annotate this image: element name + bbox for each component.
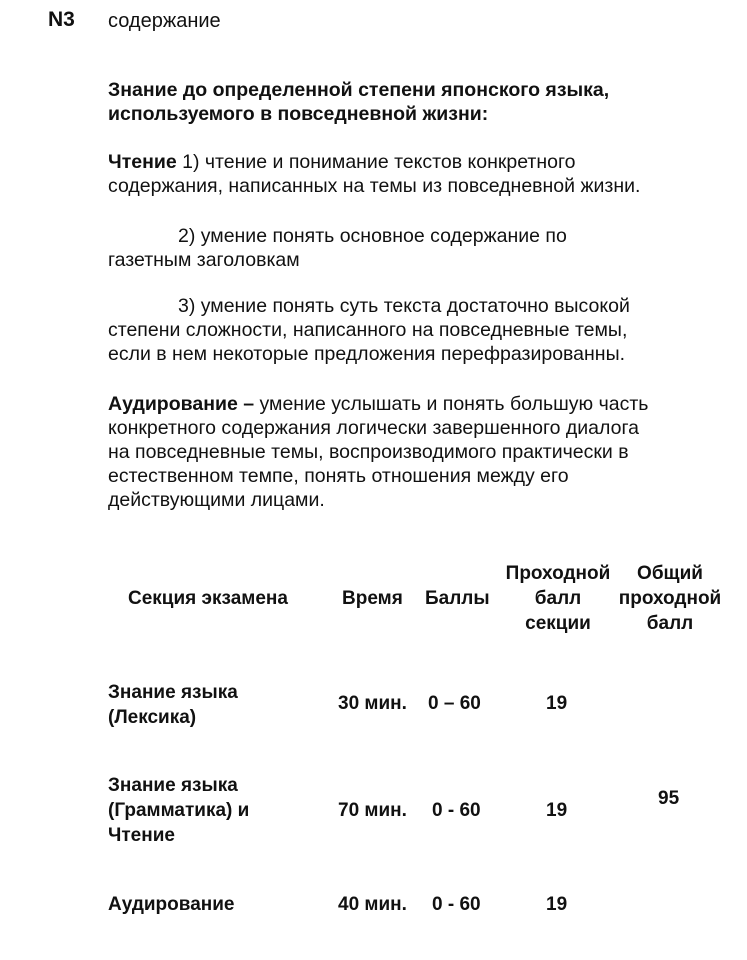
row-time: 40 мин.	[338, 894, 407, 915]
reading-text: содержания, написанных на темы из повседневной жизни.	[108, 175, 641, 197]
listening-text: действующими лицами.	[108, 489, 325, 511]
row-pass: 19	[546, 800, 568, 821]
listening-text: конкретного содержания логически завершенного диалога	[108, 417, 639, 439]
th-line: Общий	[637, 563, 703, 584]
table-row-name	[108, 892, 235, 917]
listening-label: Аудирование –	[108, 393, 255, 415]
th-total-pass	[610, 561, 730, 636]
reading-item-3	[108, 294, 738, 366]
listening-text: на повседневные темы, воспроизводимого практически в	[108, 441, 629, 463]
table-row-name	[108, 773, 249, 848]
intro-line: Знание до определенной степени японского языка,	[108, 79, 610, 101]
row-name-line: (Грамматика) и	[108, 800, 250, 821]
listening-text: умение услышать и понять большую часть	[254, 393, 649, 415]
th-points: Баллы	[425, 588, 490, 609]
th-line: проходной	[618, 588, 722, 609]
reading-text: если в нем некоторые предложения перефразированны.	[108, 343, 625, 365]
th-section: Секция экзамена	[128, 588, 288, 609]
th-section-pass	[496, 561, 620, 636]
level-label: N3	[48, 8, 75, 31]
row-points: 0 – 60	[428, 693, 481, 714]
row-points: 0 - 60	[432, 800, 481, 821]
row-points: 0 - 60	[432, 894, 481, 915]
reading-text: газетным заголовкам	[108, 249, 300, 271]
reading-item-1	[108, 150, 738, 198]
row-time: 70 мин.	[338, 800, 407, 821]
total-pass-value: 95	[658, 788, 680, 809]
page-title: содержание	[108, 10, 221, 32]
listening-paragraph	[108, 392, 738, 512]
th-line: Проходной	[505, 563, 611, 584]
reading-text: 2) умение понять основное содержание по	[178, 225, 567, 247]
row-time: 30 мин.	[338, 693, 407, 714]
reading-label: Чтение	[108, 151, 177, 173]
row-name-line: Чтение	[108, 825, 175, 846]
reading-item-2	[108, 224, 738, 272]
row-name-line: Знание языка	[108, 775, 238, 796]
intro-line: используемого в повседневной жизни:	[108, 103, 489, 125]
th-line: балл	[534, 588, 582, 609]
row-name-line: (Лексика)	[108, 707, 197, 728]
reading-text: 1) чтение и понимание текстов конкретного	[176, 151, 576, 173]
reading-text: 3) умение понять суть текста достаточно высокой	[178, 295, 630, 317]
th-line: балл	[646, 613, 694, 634]
reading-text: степени сложности, написанного на повседневные темы,	[108, 319, 628, 341]
th-line: секции	[525, 613, 591, 634]
row-name-line: Знание языка	[108, 682, 238, 703]
table-row-name	[108, 680, 238, 730]
row-name-line: Аудирование	[108, 894, 235, 915]
listening-text: естественном темпе, понять отношения между его	[108, 465, 569, 487]
row-pass: 19	[546, 894, 568, 915]
row-pass: 19	[546, 693, 568, 714]
intro-paragraph	[108, 78, 738, 126]
th-time: Время	[342, 588, 403, 609]
